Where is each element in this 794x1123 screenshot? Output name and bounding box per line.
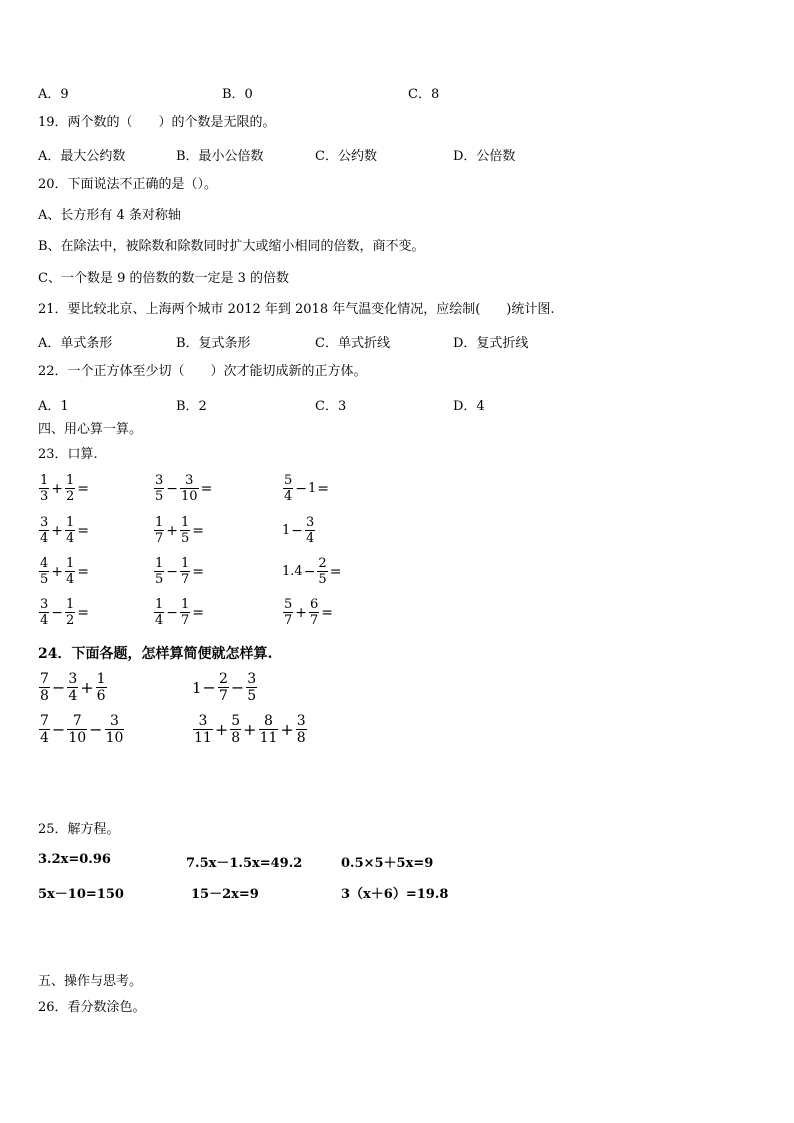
q23-stem: 23．口算. <box>38 447 98 462</box>
q25-equation-3: 0.5×5＋5x=9 <box>341 856 434 871</box>
section-4-heading: 四、用心算一算。 <box>38 422 143 437</box>
q21-option-d: D．复式折线 <box>453 336 529 351</box>
fraction: $\frac{4}{5}$ <box>40 556 49 587</box>
q20-option-b: B、在除法中，被除数和除数同时扩大或缩小相同的倍数，商不变。 <box>38 239 425 254</box>
section-5-heading: 五、操作与思考。 <box>38 974 143 989</box>
q23-expr-r4c3: $\frac{5}{7}$ + $\frac{6}{7}$ = <box>284 597 334 628</box>
q24-expr-4: $\frac{3}{11}$ + $\frac{5}{8}$ + $\frac{8}{11}$ + $\frac{3}{8}$ <box>194 713 306 746</box>
q19-option-c: C．公约数 <box>315 149 377 164</box>
fraction: $\frac{1}{5}$ <box>155 556 164 587</box>
q26-stem: 26．看分数涂色。 <box>38 1000 146 1015</box>
fraction: $\frac{1}{7}$ <box>181 556 190 587</box>
q20-stem: 20．下面说法不正确的是（）。 <box>38 177 218 192</box>
q18-option-c: C．8 <box>408 87 440 102</box>
q23-expr-r2c1: $\frac{3}{4}$ + $\frac{1}{4}$ = <box>40 515 90 546</box>
fraction: $\frac{1}{2}$ <box>66 473 75 504</box>
fraction: $\frac{3}{8}$ <box>296 713 306 746</box>
q21-option-a: A．单式条形 <box>38 336 113 351</box>
q22-option-c: C．3 <box>315 399 347 414</box>
fraction: $\frac{5}{7}$ <box>284 597 293 628</box>
fraction: $\frac{8}{11}$ <box>259 713 278 746</box>
fraction: $\frac{1}{7}$ <box>155 515 164 546</box>
q24-expr-1: $\frac{7}{8}$ − $\frac{3}{4}$ + $\frac{1}{6}$ <box>40 671 106 704</box>
q23-expr-r1c3: $\frac{5}{4}$ − 1 = <box>284 473 330 504</box>
fraction: $\frac{3}{4}$ <box>68 671 78 704</box>
q18-option-a: A．9 <box>38 87 69 102</box>
fraction: $\frac{5}{8}$ <box>231 713 241 746</box>
q24-expr-3: $\frac{7}{4}$ − $\frac{7}{10}$ − $\frac{3}{10}$ <box>40 713 124 746</box>
q19-stem: 19．两个数的（ ）的个数是无限的。 <box>38 115 276 130</box>
fraction: $\frac{3}{4}$ <box>306 515 315 546</box>
q23-expr-r3c2: $\frac{1}{5}$ − $\frac{1}{7}$ = <box>155 556 205 587</box>
fraction: $\frac{3}{5}$ <box>247 671 257 704</box>
fraction: $\frac{1}{4}$ <box>155 597 164 628</box>
fraction: $\frac{1}{3}$ <box>40 473 49 504</box>
q24-stem: 24．下面各题，怎样算简便就怎样算. <box>38 646 273 662</box>
fraction: $\frac{1}{6}$ <box>96 671 106 704</box>
fraction: $\frac{3}{11}$ <box>194 713 212 746</box>
q25-equation-4: 5x－10=150 <box>38 887 124 902</box>
q23-expr-r2c2: $\frac{1}{7}$ + $\frac{1}{5}$ = <box>155 515 205 546</box>
fraction: $\frac{7}{8}$ <box>40 671 49 704</box>
q22-option-a: A．1 <box>38 399 69 414</box>
q23-expr-r2c3: 1 − $\frac{3}{4}$ <box>282 515 315 546</box>
fraction: $\frac{3}{10}$ <box>105 713 124 746</box>
q22-option-d: D．4 <box>453 399 485 414</box>
fraction: $\frac{6}{7}$ <box>310 597 319 628</box>
q24-expr-2: 1 − $\frac{2}{7}$ − $\frac{3}{5}$ <box>192 671 257 704</box>
fraction: $\frac{1}{4}$ <box>66 556 75 587</box>
fraction: $\frac{1}{7}$ <box>181 597 190 628</box>
q23-expr-r4c2: $\frac{1}{4}$ − $\frac{1}{7}$ = <box>155 597 205 628</box>
q19-option-a: A．最大公约数 <box>38 149 126 164</box>
q22-stem: 22．一个正方体至少切（ ）次才能切成新的正方体。 <box>38 364 367 379</box>
fraction: $\frac{2}{5}$ <box>318 556 327 587</box>
fraction: $\frac{2}{7}$ <box>218 671 228 704</box>
fraction: $\frac{7}{4}$ <box>40 713 49 746</box>
q23-expr-r3c1: $\frac{4}{5}$ + $\frac{1}{4}$ = <box>40 556 90 587</box>
q18-option-b: B．0 <box>222 87 253 102</box>
fraction: $\frac{1}{4}$ <box>66 515 75 546</box>
q20-option-c: C、一个数是 9 的倍数的数一定是 3 的倍数 <box>38 271 290 286</box>
q23-expr-r1c1: $\frac{1}{3}$ + $\frac{1}{2}$ = <box>40 473 90 504</box>
q20-option-a: A、长方形有 4 条对称轴 <box>38 208 181 223</box>
q19-option-d: D．公倍数 <box>453 149 516 164</box>
q25-equation-5: 15－2x=9 <box>191 887 259 902</box>
q23-expr-r3c3: 1.4 − $\frac{2}{5}$ = <box>282 556 342 587</box>
q23-expr-r4c1: $\frac{3}{4}$ − $\frac{1}{2}$ = <box>40 597 90 628</box>
q21-option-c: C．单式折线 <box>315 336 390 351</box>
fraction: $\frac{3}{5}$ <box>155 473 164 504</box>
q25-equation-1: 3.2x=0.96 <box>38 852 111 867</box>
fraction: $\frac{3}{4}$ <box>40 597 49 628</box>
fraction: $\frac{3}{10}$ <box>181 473 198 504</box>
q21-stem: 21．要比较北京、上海两个城市 2012 年到 2018 年气温变化情况，应绘制( )统计图. <box>38 302 555 317</box>
q25-stem: 25．解方程。 <box>38 822 120 837</box>
fraction: $\frac{1}{5}$ <box>181 515 190 546</box>
q19-option-b: B．最小公倍数 <box>176 149 264 164</box>
fraction: $\frac{7}{10}$ <box>68 713 87 746</box>
q25-equation-2: 7.5x－1.5x=49.2 <box>186 856 303 871</box>
q22-option-b: B．2 <box>176 399 207 414</box>
fraction: $\frac{3}{4}$ <box>40 515 49 546</box>
q21-option-b: B．复式条形 <box>176 336 251 351</box>
fraction: $\frac{1}{2}$ <box>66 597 75 628</box>
q25-equation-6: 3（x＋6）=19.8 <box>341 887 449 902</box>
q23-expr-r1c2: $\frac{3}{5}$ − $\frac{3}{10}$ = <box>155 473 213 504</box>
fraction: $\frac{5}{4}$ <box>284 473 293 504</box>
